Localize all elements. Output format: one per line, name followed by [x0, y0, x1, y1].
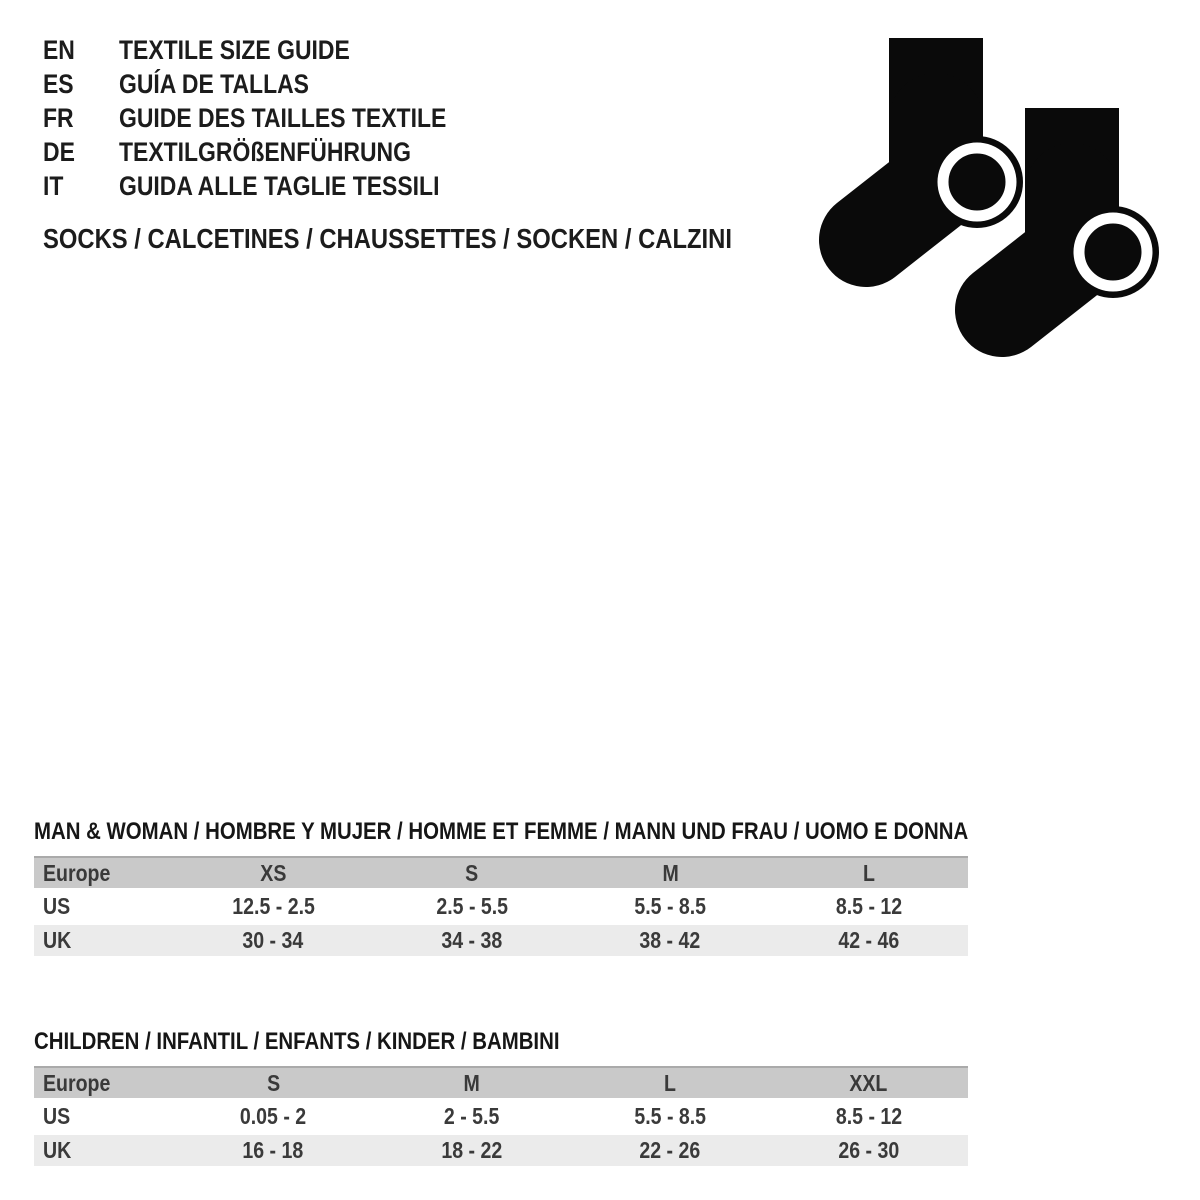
- header-cell-size: [174, 1070, 373, 1097]
- size-value-text: 0.05 - 2: [240, 1103, 307, 1129]
- header-cell-size: [571, 860, 770, 887]
- table-title-text: CHILDREN / INFANTIL / ENFANTS / KINDER / BAMBINI: [34, 1028, 560, 1055]
- size-table-children: [34, 1030, 968, 1166]
- size-value-cell: [174, 1103, 373, 1130]
- language-label: GUIDE DES TAILLES TEXTILE: [119, 103, 447, 133]
- size-value-text: 2.5 - 5.5: [435, 893, 508, 919]
- size-value-cell: [571, 893, 770, 920]
- row-label-cell: [34, 893, 174, 920]
- language-code-text: IT: [43, 171, 64, 201]
- size-value-text: 34 - 38: [441, 927, 503, 953]
- size-value-text: 8.5 - 12: [835, 1103, 902, 1129]
- socks-icon: [800, 20, 1170, 370]
- header-cell-size: [373, 1070, 572, 1097]
- size-value-text: 5.5 - 8.5: [634, 893, 707, 919]
- size-value-text: 8.5 - 12: [835, 893, 902, 919]
- language-row-de: [43, 135, 504, 169]
- language-label: GUÍA DE TALLAS: [119, 69, 309, 99]
- size-value-text: 5.5 - 8.5: [634, 1103, 707, 1129]
- size-value-text: 2 - 5.5: [444, 1103, 500, 1129]
- size-value-cell: [770, 893, 969, 920]
- language-code-text: FR: [43, 103, 74, 133]
- header-cell-text: Europe: [43, 1069, 111, 1096]
- size-value-text: 26 - 30: [838, 1137, 900, 1163]
- language-label: TEXTILE SIZE GUIDE: [119, 35, 350, 65]
- row-label-text: UK: [43, 927, 72, 953]
- header-cell-text: S: [465, 859, 479, 886]
- header-cell-region: [34, 860, 174, 887]
- size-value-text: 38 - 42: [639, 927, 701, 953]
- sock-right-icon: [1002, 108, 1159, 310]
- size-table-man-woman: [34, 820, 968, 956]
- header-cell-size: [571, 1070, 770, 1097]
- header-cell-size: [373, 860, 572, 887]
- row-label-cell: [34, 1137, 174, 1164]
- row-label-cell: [34, 927, 174, 954]
- sock-left-icon: [866, 38, 1023, 240]
- size-value-cell: [373, 927, 572, 954]
- size-value-cell: [571, 1137, 770, 1164]
- language-code: [43, 135, 119, 169]
- size-value-text: 30 - 34: [242, 927, 304, 953]
- header-cell-size: [174, 860, 373, 887]
- row-label-text: US: [43, 893, 71, 919]
- header-cell-region: [34, 1070, 174, 1097]
- size-value-cell: [174, 927, 373, 954]
- table-row-uk: [34, 925, 968, 956]
- header-cell-text: XXL: [849, 1069, 888, 1096]
- table-row-uk: [34, 1135, 968, 1166]
- header-cell-text: L: [862, 859, 875, 886]
- table-title: [34, 1030, 968, 1054]
- size-value-cell: [373, 1103, 572, 1130]
- language-code: [43, 33, 119, 67]
- header-cell-text: M: [463, 1069, 480, 1096]
- row-label-text: UK: [43, 1137, 72, 1163]
- language-code: [43, 169, 119, 203]
- table-header-row: [34, 856, 968, 888]
- language-code: [43, 67, 119, 101]
- language-row-fr: [43, 101, 504, 135]
- size-value-cell: [770, 1137, 969, 1164]
- header-cell-size: [770, 860, 969, 887]
- language-row-it: [43, 169, 504, 203]
- size-value-text: 12.5 - 2.5: [231, 893, 315, 919]
- language-code: [43, 101, 119, 135]
- language-label: GUIDA ALLE TAGLIE TESSILI: [119, 171, 440, 201]
- language-title-list: [43, 33, 504, 203]
- size-value-cell: [174, 893, 373, 920]
- category-line-text: SOCKS / CALCETINES / CHAUSSETTES / SOCKEN / CALZINI: [43, 223, 732, 254]
- size-value-text: 16 - 18: [242, 1137, 304, 1163]
- language-row-en: [43, 33, 504, 67]
- table-title: [34, 820, 968, 844]
- language-code-text: DE: [43, 137, 75, 167]
- table-title-text: MAN & WOMAN / HOMBRE Y MUJER / HOMME ET FEMME / MANN UND FRAU / UOMO E DONNA: [34, 818, 969, 845]
- size-value-cell: [571, 1103, 770, 1130]
- header-cell-text: Europe: [43, 859, 111, 886]
- size-value-text: 42 - 46: [838, 927, 900, 953]
- size-value-cell: [770, 927, 969, 954]
- size-value-text: 22 - 26: [639, 1137, 701, 1163]
- language-code-text: EN: [43, 35, 75, 65]
- category-line: [43, 222, 854, 256]
- header-cell-text: S: [266, 1069, 280, 1096]
- header-cell-text: L: [664, 1069, 677, 1096]
- language-label: TEXTILGRÖßENFÜHRUNG: [119, 137, 411, 167]
- header-cell-text: XS: [260, 859, 287, 886]
- size-value-cell: [373, 1137, 572, 1164]
- row-label-text: US: [43, 1103, 71, 1129]
- header-cell-size: [770, 1070, 969, 1097]
- size-value-cell: [571, 927, 770, 954]
- language-code-text: ES: [43, 69, 74, 99]
- size-value-cell: [373, 893, 572, 920]
- language-row-es: [43, 67, 504, 101]
- table-row-us: [34, 1101, 968, 1132]
- size-value-text: 18 - 22: [441, 1137, 503, 1163]
- table-row-us: [34, 891, 968, 922]
- header-cell-text: M: [662, 859, 679, 886]
- size-value-cell: [174, 1137, 373, 1164]
- size-value-cell: [770, 1103, 969, 1130]
- row-label-cell: [34, 1103, 174, 1130]
- table-header-row: [34, 1066, 968, 1098]
